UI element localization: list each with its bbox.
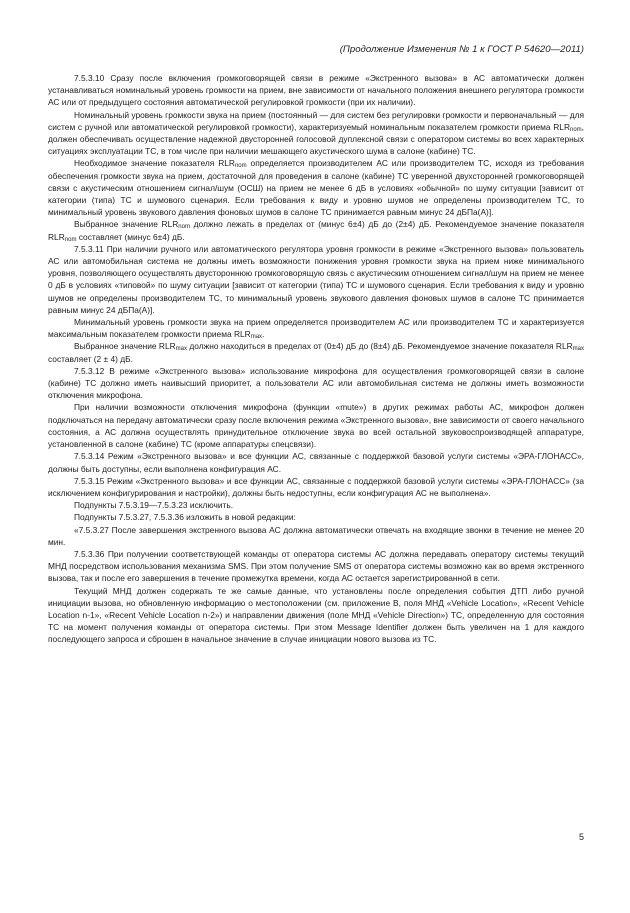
paragraph-rlr-nom-range <box>48 218 584 242</box>
paragraph-rlr-nom-required <box>48 157 584 218</box>
text-run: . <box>262 329 265 340</box>
paragraph-7-5-3-10: 7.5.3.10 Сразу после включения громкоговорящей связи в режиме «Экстренного вызова» в АС автоматически должен устанавливаться номинальный уровень громкости на прием, вне зависимости от начального положения внешнего регулятора громкости АС или от предыдущего состояния автоматической регулировкой громкости (при их наличии). <box>48 73 584 108</box>
subscript: nom <box>570 126 582 133</box>
paragraph-7-5-3-11: 7.5.3.11 При наличии ручного или автоматического регулятора уровня громкости в режиме «Экстренного вызова» пользователь АС или автомобильная система не должны иметь возможности понижения уровня громкости звука на прием ниже минимального уровня, позволяющего осуществлять двустороннюю громкоговорящую связь с акустическим отношением сигнал/шум на прием не менее 0 дБ в условиях «типовой» по шуму ситуации [зависит от категории (типа) ТС и шумового сценария. Если требования к виду и уровню шумов не определены производителем ТС, то минимальный уровень звукового давления фоновых шумов в салоне ТС принимается равным минус 24 дБПа(А)]. <box>48 243 584 315</box>
subscript: max <box>572 346 584 353</box>
text-run: определяется производителем АС или производителем ТС, исходя из требования обеспечения громкости звука на прием, достаточной для проведения в салоне (кабине) ТС уверенной двухсторонней громкоговорящей связи с акустическим отношением сигнал/шум (ОСШ) на прием не менее 6 дБ в условиях «обычной» по шуму ситуации [зависит от категории (типа) ТС и шумового сценария. Если требования к виду и уровню шумов не определены производителем ТС, то минимальный уровень звукового давления фоновых шумов в салоне ТС принимается равным минус 24 дБПа(А)]. <box>48 158 585 218</box>
paragraph-min-level <box>48 316 584 340</box>
paragraph-7-5-3-14: 7.5.3.14 Режим «Экстренного вызова» и все функции АС, связанные с поддержкой базовой услуги системы «ЭРА-ГЛОНАСС», должны быть доступны, если выполнена конфигурация АС. <box>48 451 584 474</box>
paragraph-current-mnd: Текущий МНД должен содержать те же самые данные, что установлены после определения события ДТП либо ручной инициации вызова, но обновленную информацию о местоположении (см. приложение В, поля МНД «Vehicle Location», «Recent Vehicle Location n-1», «Recent Vehicle Location n-2») и направлении движения (поле МНД «Vehicle Direction») ТС, определенную для состояния ТС на момент получения команды от оператора системы. При этом Message Identifier должен быть увеличен на 1 для каждого последующего запроса и сброшен в начальное значение в случае инициации нового вызова из ТС. <box>48 585 584 645</box>
text-run: должно лежать в пределах от (минус 6±4) дБ до (2±4) дБ. Рекомендуемое значение показателя RLR <box>48 219 584 242</box>
text-run: Номинальный уровень громкости звука на прием (постоянный — для систем без регулировки громкости и первоначальный — для систем с ручной или автоматической регулировкой громкости), характеризуемый номинальным показателем громкости приема RLR <box>48 109 584 132</box>
paragraph-7-5-3-12: 7.5.3.12 В режиме «Экстренного вызова» использование микрофона для осуществления громкоговорящей связи в салоне (кабине) ТС должно иметь наивысший приоритет, а пользователи АС или автомобильная система не должны иметь возможности отключения микрофона. <box>48 365 584 401</box>
paragraph-mute: При наличии возможности отключения микрофона (функции «mute») в других режимах работы АС, микрофон должен подключаться на передачу автоматически сразу после включения режима «Экстренного вызова», вне зависимости от своего начального состояния, а АС должна осуществлять принудительное отключение звука во всей остальной звуковоспроизводящей аппаратуре, установленной в салоне (кабине) ТС (кроме аппаратуры спецсвязи). <box>48 402 584 450</box>
paragraph-7-5-3-36: 7.5.3.36 При получении соответствующей команды от оператора системы АС должна передавать оператору системы текущий МНД посредством использования механизма SMS. При этом получение SMS от оператора системы возможно как во время экстренного вызова, так и после его завершения в течение промежутка времени, когда АС остается зарегистрированной в сети. <box>48 548 584 584</box>
text-run: составляет (2 ± 4) дБ. <box>48 353 133 364</box>
page-number: 5 <box>578 832 584 842</box>
paragraph-7-5-3-27: «7.5.3.27 После завершения экстренного вызова АС должна автоматически отвечать на входящие звонки в течение не менее 20 мин. <box>48 524 584 547</box>
paragraph-7-5-3-15: 7.5.3.15 Режим «Экстренного вызова» и все функции АС, связанные с поддержкой базовой услуги системы «ЭРА-ГЛОНАСС» (за исключением конфигурирования и настройки), должны быть недоступны, если конфигурация АС не выполнена». <box>48 475 584 498</box>
paragraph-new-edition: Подпункты 7.5.3.27, 7.5.3.36 изложить в новой редакции: <box>74 512 296 523</box>
subscript: max <box>175 346 188 353</box>
subscript: nom <box>64 236 77 243</box>
paragraph-nominal-level <box>48 109 584 158</box>
paragraph-exclude: Подпункты 7.5.3.19—7.5.3.23 исключить. <box>74 500 234 511</box>
paragraph-rlr-max-range <box>48 340 584 364</box>
text-run: составляет (минус 6±4) дБ. <box>76 231 185 242</box>
subscript: nom <box>234 163 247 170</box>
text-run: Минимальный уровень громкости звука на прием определяется производителем АС или производителем ТС и характеризуется максимальным показателем громкости приема RLR <box>48 317 584 340</box>
text-run: , должен обеспечивать осуществление надежной двусторонней голосовой дуплексной связи с оператором системы во всех характерных ситуациях эксплуатации ТС, в том числе при наличии мешающего акустического шума в салоне (кабине) ТС. <box>48 121 584 157</box>
running-header: (Продолжение Изменения № 1 к ГОСТ Р 54620—2011) <box>339 44 584 55</box>
text-run: Выбранное значение RLR <box>74 219 179 230</box>
document-page <box>48 44 584 646</box>
subscript: nom <box>178 224 190 231</box>
subscript: max <box>250 334 263 341</box>
text-run: Выбранное значение RLR <box>74 341 176 352</box>
text-run: Необходимое значение показателя RLR <box>74 158 235 169</box>
text-run: должно находиться в пределах от (0±4) дБ до (8±4) дБ. Рекомендуемое значение показателя RLR <box>187 341 573 352</box>
